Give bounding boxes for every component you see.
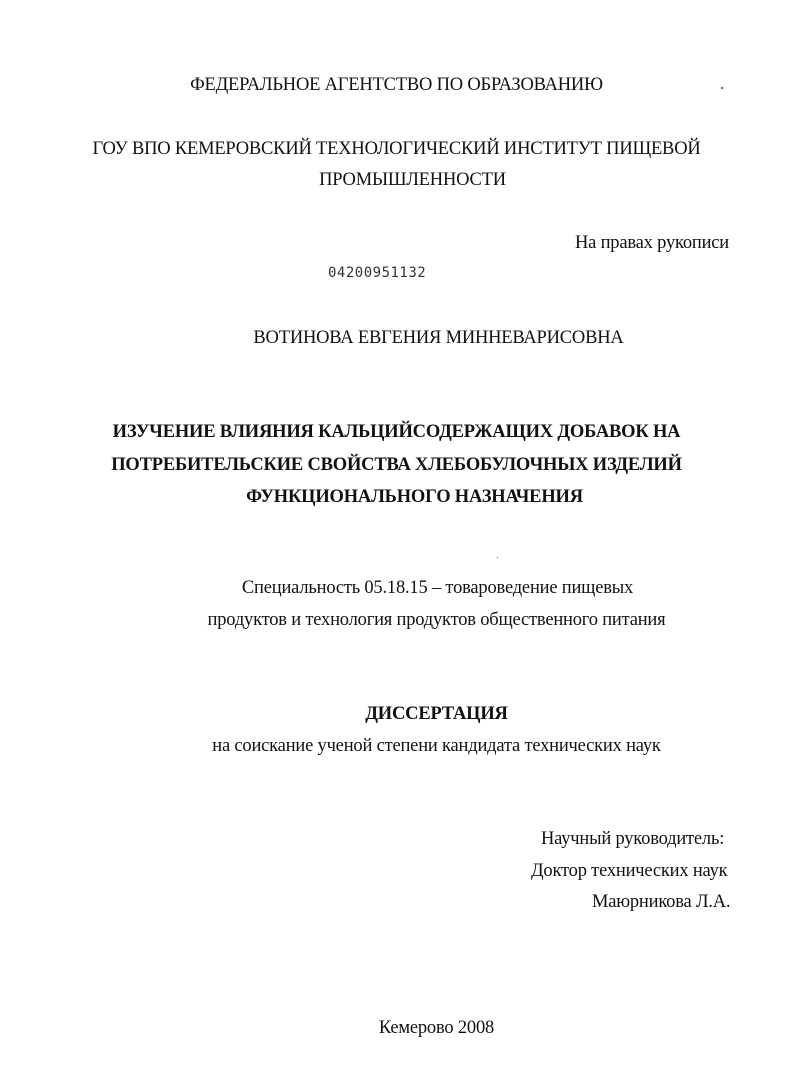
scan-speck	[721, 87, 723, 89]
institute-name-line1: ГОУ ВПО КЕМЕРОВСКИЙ ТЕХНОЛОГИЧЕСКИЙ ИНСТИТУТ ПИЩЕВОЙ	[92, 139, 701, 159]
author-name: ВОТИНОВА ЕВГЕНИЯ МИННЕВАРИСОВНА	[253, 328, 624, 348]
institute-name-line2: ПРОМЫШЛЕННОСТИ	[319, 170, 506, 190]
supervisor-label: Научный руководитель:	[541, 829, 725, 849]
title-line1: ИЗУЧЕНИЕ ВЛИЯНИЯ КАЛЬЦИЙСОДЕРЖАЩИХ ДОБАВОК НА	[112, 422, 681, 442]
agency-name: ФЕДЕРАЛЬНОЕ АГЕНТСТВО ПО ОБРАЗОВАНИЮ	[190, 75, 603, 95]
title-line2: ПОТРЕБИТЕЛЬСКИЕ СВОЙСТВА ХЛЕБОБУЛОЧНЫХ ИЗДЕЛИЙ	[111, 455, 682, 475]
degree-line: на соискание ученой степени кандидата технических наук	[212, 736, 661, 756]
specialty-line1: Специальность 05.18.15 – товароведение пищевых	[241, 578, 634, 598]
supervisor-degree: Доктор технических наук	[531, 861, 728, 881]
catalog-number: 04200951132	[328, 265, 427, 281]
specialty-line2: продуктов и технология продуктов общественного питания	[207, 610, 666, 630]
manuscript-note: На правах рукописи	[575, 233, 730, 253]
title-line3: ФУНКЦИОНАЛЬНОГО НАЗНАЧЕНИЯ	[246, 487, 583, 507]
city-year: Кемерово 2008	[378, 1018, 495, 1038]
scan-speck	[497, 557, 498, 558]
supervisor-name: Маюрникова Л.А.	[592, 892, 731, 912]
work-type-label: ДИССЕРТАЦИЯ	[365, 704, 508, 724]
